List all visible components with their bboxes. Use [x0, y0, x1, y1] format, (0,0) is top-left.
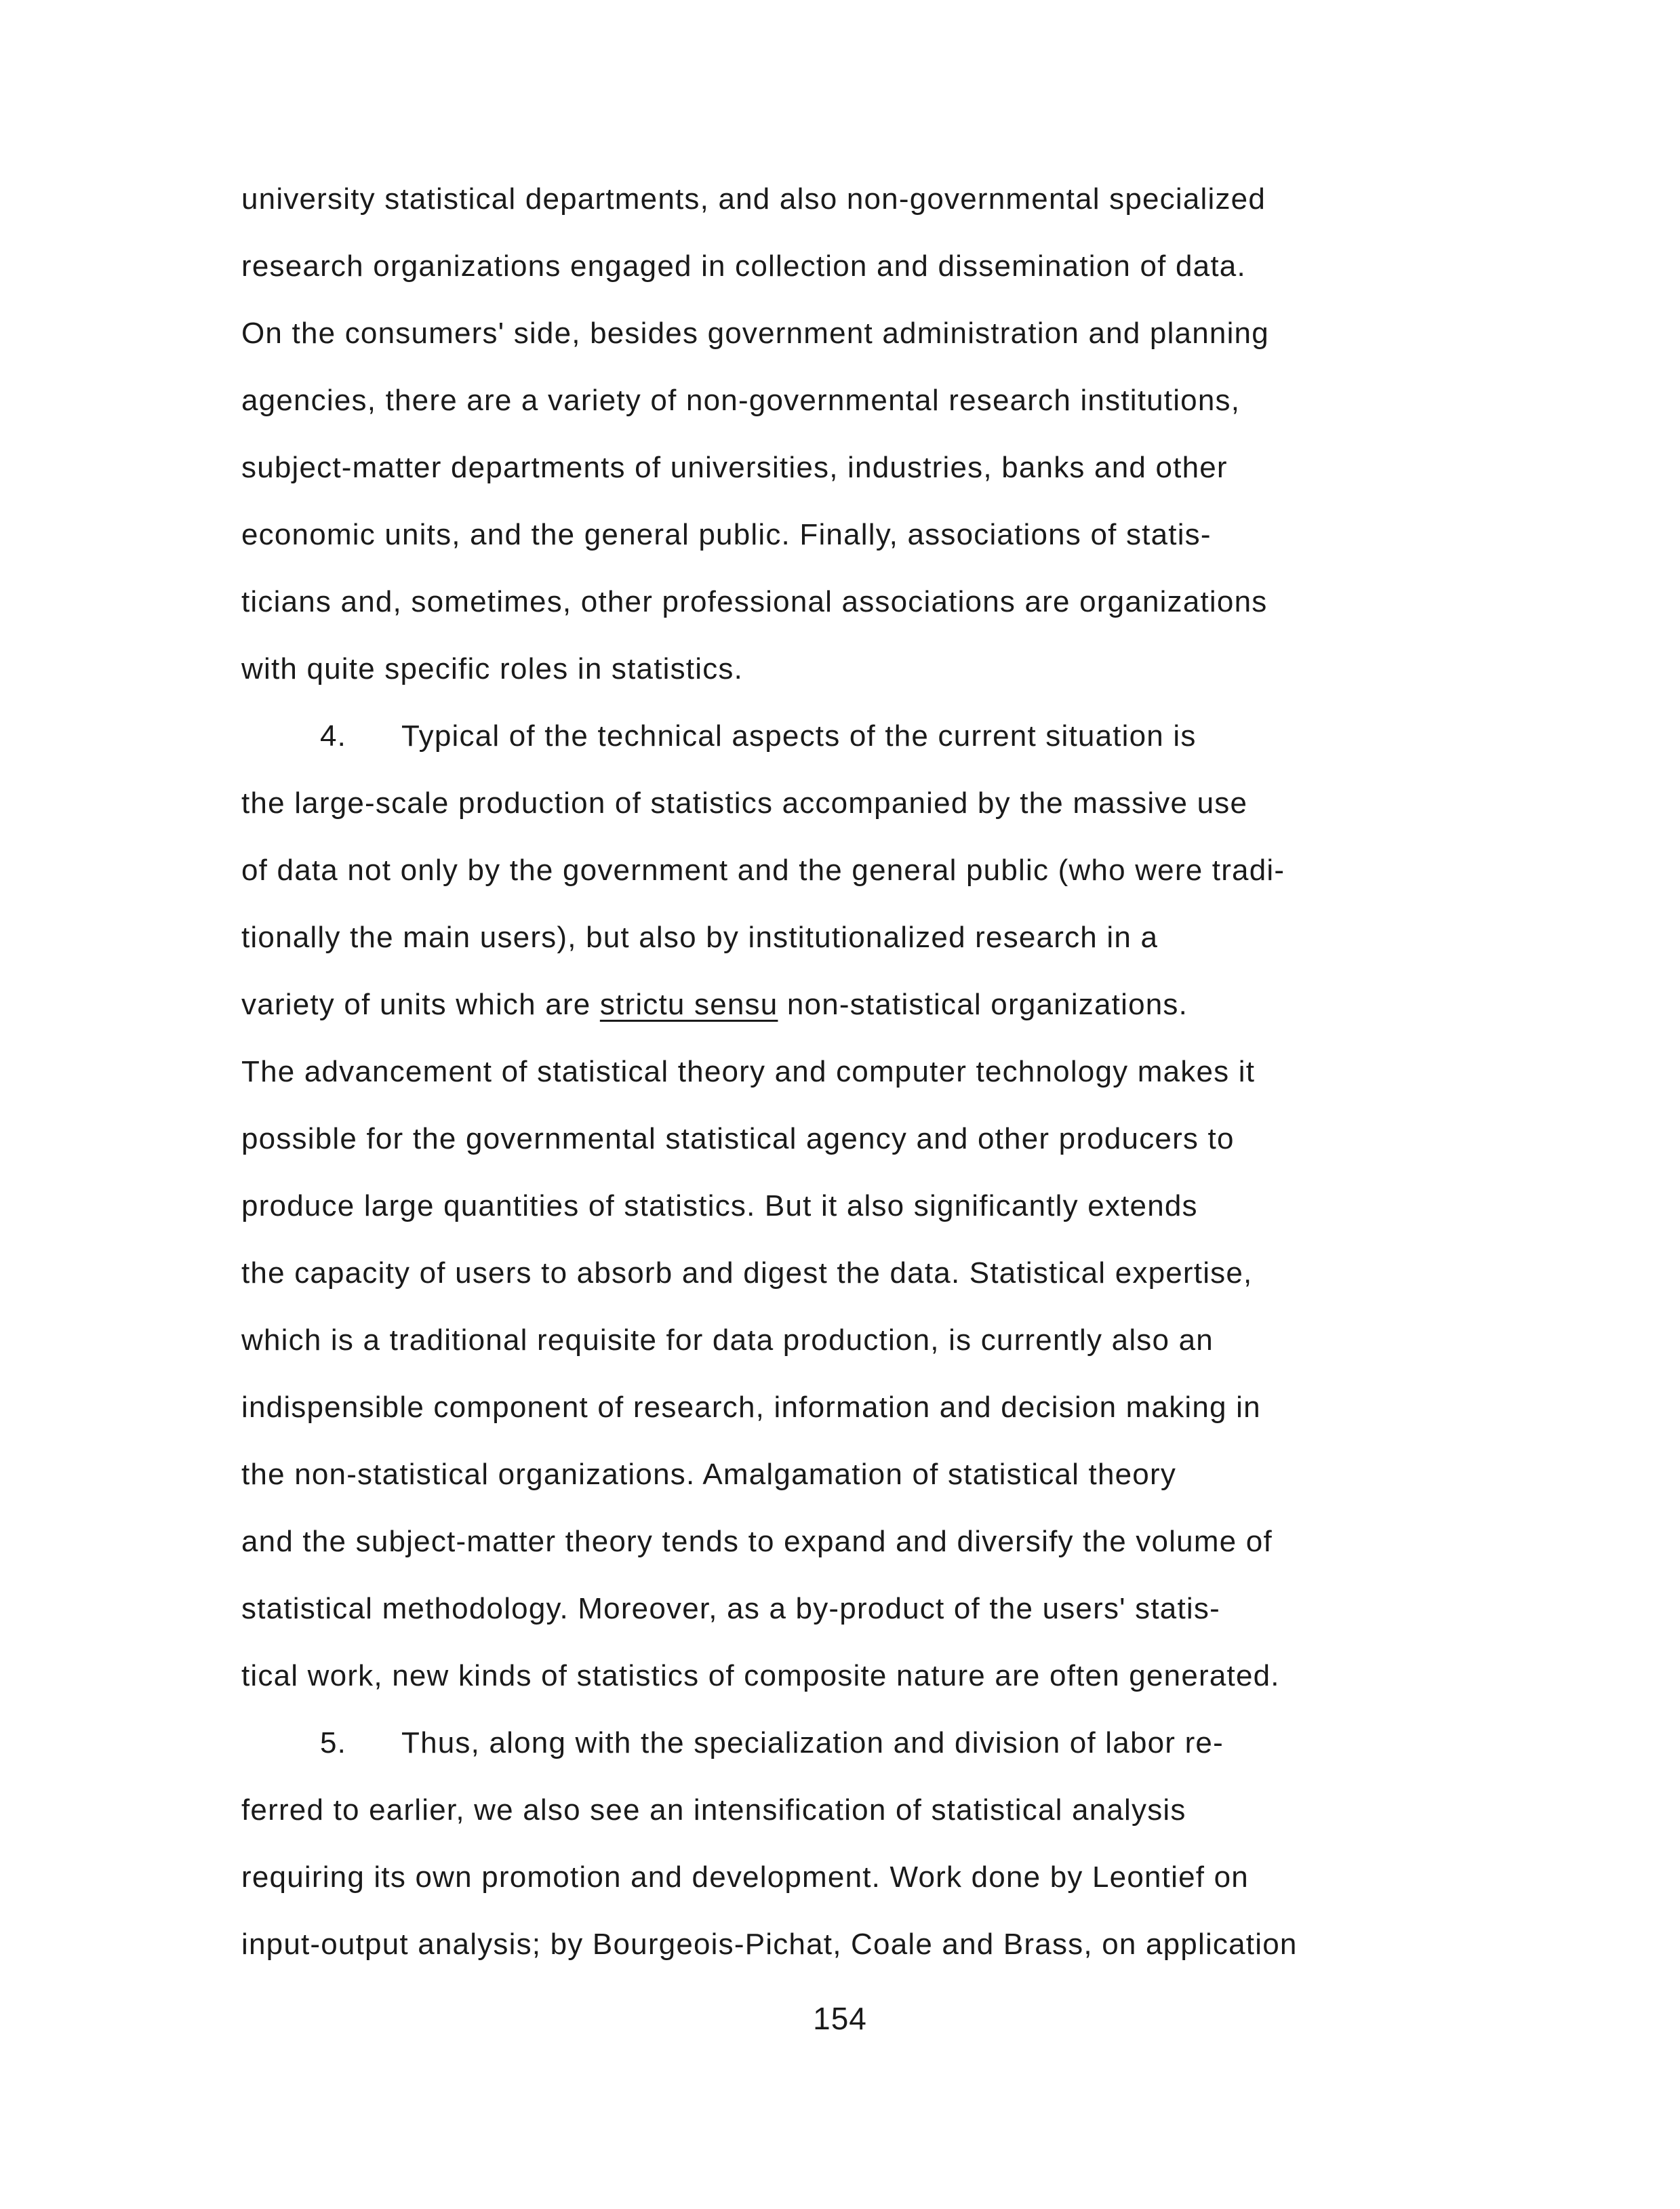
text-line-with-emphasis [241, 971, 1529, 1038]
text-line: which is a traditional requisite for data production, is currently also an [241, 1324, 1214, 1357]
text-line: the capacity of users to absorb and digest the data. Statistical expertise, [241, 1256, 1253, 1290]
text-line: the non-statistical organizations. Amalgamation of statistical theory [241, 1458, 1177, 1491]
body-text [241, 165, 1529, 1978]
paragraph-5-first-line [241, 1709, 1529, 1776]
text-line: statistical methodology. Moreover, as a by-product of the users' statis- [241, 1592, 1220, 1625]
text-line: ferred to earlier, we also see an intensification of statistical analysis [241, 1793, 1186, 1827]
text-line: with quite specific roles in statistics. [241, 652, 744, 685]
underlined-term: strictu sensu [599, 988, 778, 1021]
text-line: economic units, and the general public. Finally, associations of statis- [241, 518, 1212, 551]
text-line: input-output analysis; by Bourgeois-Pichat, Coale and Brass, on application [241, 1928, 1298, 1961]
text-line: of data not only by the government and the general public (who were tradi- [241, 854, 1285, 887]
text-line: ticians and, sometimes, other professional associations are organizations [241, 585, 1268, 618]
text-segment: variety of units which are [241, 988, 600, 1021]
page-number: 154 [813, 2001, 867, 2036]
text-line: The advancement of statistical theory and computer technology makes it [241, 1055, 1256, 1088]
text-line: indispensible component of research, information and decision making in [241, 1391, 1261, 1424]
paragraph-4-first-line [241, 702, 1529, 770]
text-line: Typical of the technical aspects of the current situation is [401, 719, 1197, 753]
text-line: tionally the main users), but also by institutionalized research in a [241, 921, 1159, 954]
text-line: and the subject-matter theory tends to expand and diversify the volume of [241, 1525, 1273, 1558]
text-line: requiring its own promotion and development. Work done by Leontief on [241, 1860, 1249, 1894]
text-line: produce large quantities of statistics. But it also significantly extends [241, 1189, 1198, 1222]
text-line: agencies, there are a variety of non-governmental research institutions, [241, 384, 1241, 417]
text-line: possible for the governmental statistical agency and other producers to [241, 1122, 1235, 1155]
text-segment: non-statistical organizations. [778, 988, 1188, 1021]
text-line: Thus, along with the specialization and division of labor re- [401, 1726, 1224, 1759]
text-line: tical work, new kinds of statistics of composite nature are often generated. [241, 1659, 1280, 1692]
text-line: On the consumers' side, besides government administration and planning [241, 317, 1269, 350]
paragraph-number: 4. [320, 719, 347, 753]
text-line: the large-scale production of statistics accompanied by the massive use [241, 787, 1248, 820]
text-line: subject-matter departments of universities, industries, banks and other [241, 451, 1228, 484]
text-line: research organizations engaged in collection and dissemination of data. [241, 250, 1246, 283]
paragraph-number: 5. [320, 1726, 347, 1759]
text-line: university statistical departments, and also non-governmental specialized [241, 182, 1266, 216]
